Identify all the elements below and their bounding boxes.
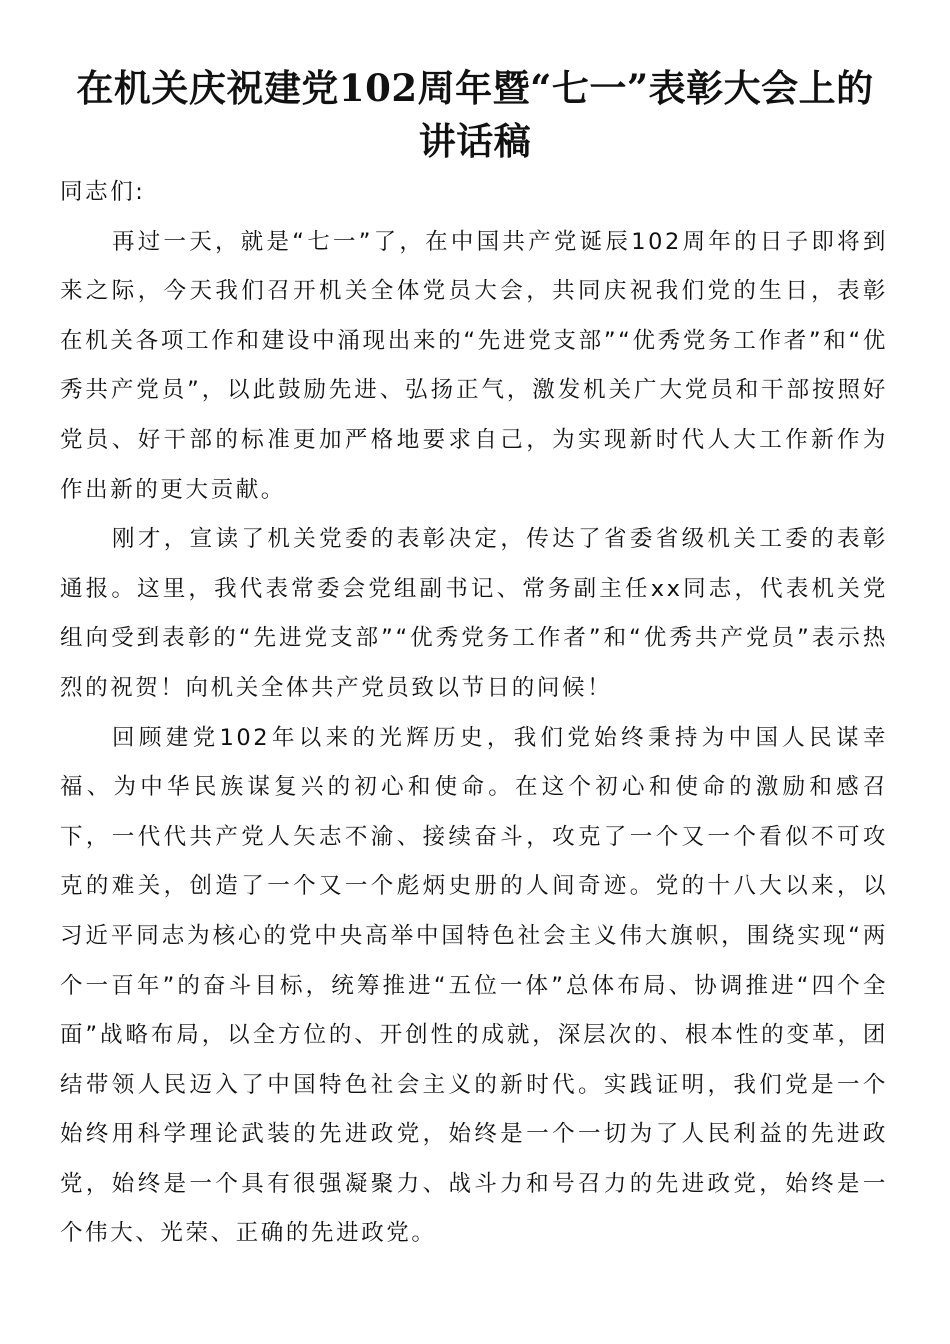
salutation: 同志们: (60, 179, 146, 205)
paragraph-opening: 再过一天，就是“七一”了，在中国共产党诞辰102周年的日子即将到来之际，今天我们召开机关全体党员大会，共同庆祝我们党的生日，表彰在机关各项工作和建设中涌现出来的“先进党支部”“优秀党务工作者”和“优秀共产党员”，以此鼓励先进、弘扬正气，激发机关广大党员和干部按照好党员、好干部的标准更加严格地要求自己，为实现新时代人大工作新作为作出新的更大贡献。 (60, 228, 888, 503)
document-title: 在机关庆祝建党102周年暨“七一”表彰大会上的讲话稿 (76, 66, 874, 163)
paragraph-history: 回顾建党102年以来的光辉历史，我们党始终秉持为中国人民谋幸福、为中华民族谋复兴的初心和使命。在这个初心和使命的激励和感召下，一代代共产党人矢志不渝、接续奋斗，攻克了一个又一个看似不可攻克的难关，创造了一个又一个彪炳史册的人间奇迹。党的十八大以来，以习近平同志为核心的党中央高举中国特色社会主义伟大旗帜，围绕实现“两个一百年”的奋斗目标，统筹推进“五位一体”总体布局、协调推进“四个全面”战略布局，以全方位的、开创性的成就，深层次的、根本性的变革，团结带领人民迈入了中国特色社会主义的新时代。实践证明，我们党是一个始终用科学理论武装的先进政党，始终是一个一切为了人民利益的先进政党，始终是一个具有很强凝聚力、战斗力和号召力的先进政党，始终是一个伟大、光荣、正确的先进政党。 (60, 724, 888, 1247)
document-body (60, 168, 888, 1259)
paragraph-congratulations: 刚才，宣读了机关党委的表彰决定，传达了省委省级机关工委的表彰通报。这里，我代表常委会党组副书记、常务副主任xx同志，代表机关党组向受到表彰的“先进党支部”“优秀党务工作者”和“优秀共产党员”表示热烈的祝贺！向机关全体共产党员致以节日的问候！ (60, 526, 888, 701)
